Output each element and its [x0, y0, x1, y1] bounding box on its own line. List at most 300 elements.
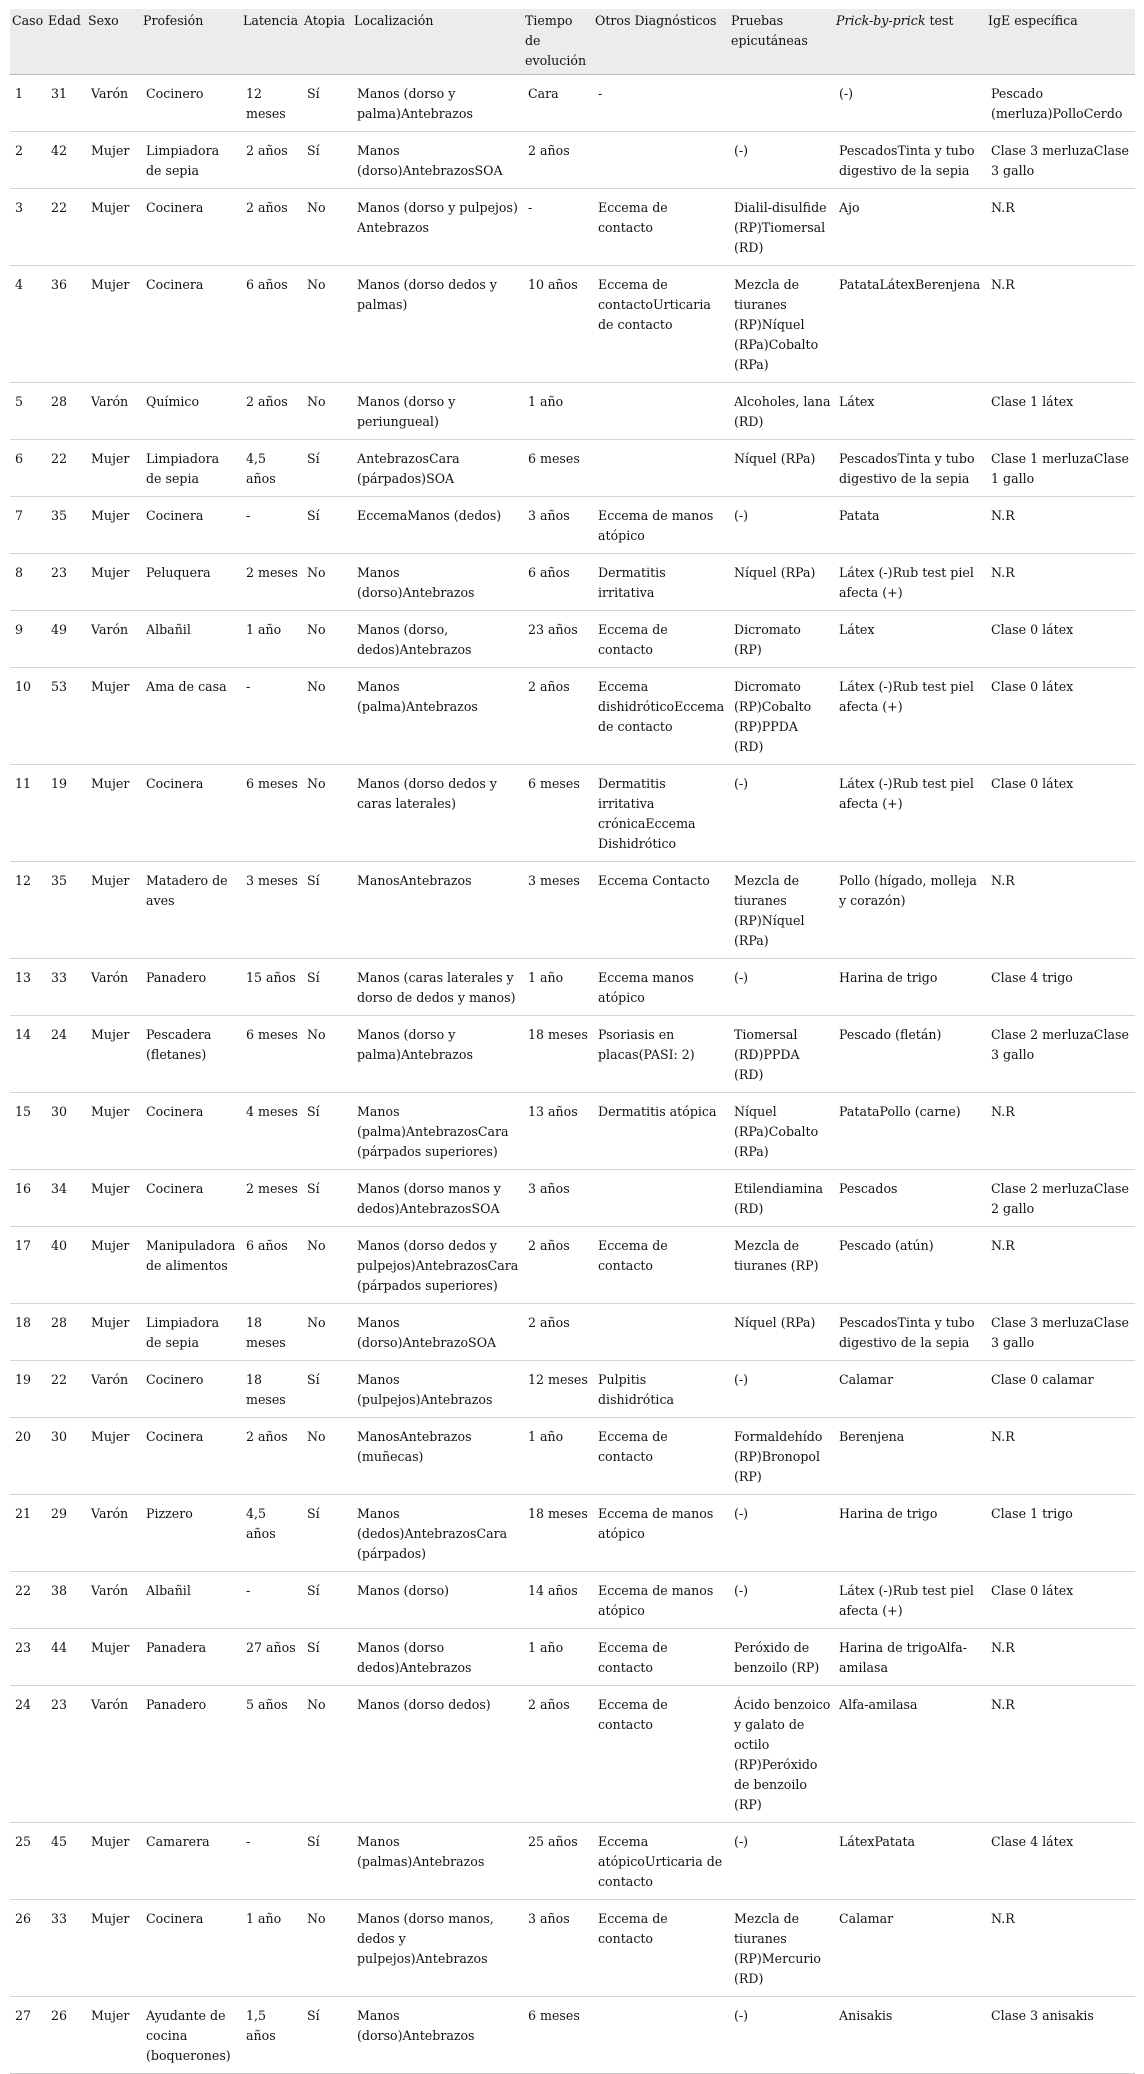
table-row	[10, 1572, 1135, 1629]
cell-pruebas: Níquel (RPa)	[729, 1304, 834, 1361]
cell-tiempo: 3 años	[523, 497, 593, 554]
cell-atopia: Sí	[302, 1093, 352, 1170]
cell-pruebas: Peróxido de benzoilo (RP)	[729, 1629, 834, 1686]
cell-profesion: Panadero	[141, 959, 241, 1016]
cell-localizacion: Manos (dorso y palma)Antebrazos	[352, 75, 523, 132]
cell-ige: N.R	[986, 1227, 1135, 1304]
cell-prick: Patata	[834, 497, 986, 554]
cell-otros	[593, 440, 729, 497]
cell-profesion: Matadero de aves	[141, 862, 241, 959]
cell-localizacion: Manos (dorso dedos y pulpejos)AntebrazosCara (párpados superiores)	[352, 1227, 523, 1304]
cell-edad: 22	[46, 1361, 86, 1418]
cell-otros: Eccema manos atópico	[593, 959, 729, 1016]
cell-latencia: -	[241, 1823, 302, 1900]
cell-caso: 8	[10, 554, 46, 611]
cell-tiempo: 6 años	[523, 554, 593, 611]
cell-pruebas: Tiomersal (RD)PPDA (RD)	[729, 1016, 834, 1093]
cell-profesion: Panadera	[141, 1629, 241, 1686]
cell-edad: 35	[46, 497, 86, 554]
cell-sexo: Varón	[86, 1686, 141, 1823]
cell-edad: 28	[46, 1304, 86, 1361]
cell-pruebas: Dicromato (RP)	[729, 611, 834, 668]
cell-ige: Clase 1 trigo	[986, 1495, 1135, 1572]
cell-tiempo: 1 año	[523, 1629, 593, 1686]
cell-latencia: -	[241, 497, 302, 554]
cell-caso: 20	[10, 1418, 46, 1495]
cell-pruebas: (-)	[729, 1572, 834, 1629]
cell-localizacion: Manos (palma)AntebrazosCara (párpados superiores)	[352, 1093, 523, 1170]
header-caso: Caso	[10, 9, 46, 75]
cell-ige: N.R	[986, 1093, 1135, 1170]
cell-latencia: 15 años	[241, 959, 302, 1016]
cell-tiempo: 1 año	[523, 1418, 593, 1495]
cell-edad: 30	[46, 1093, 86, 1170]
cell-edad: 26	[46, 1997, 86, 2074]
cell-profesion: Limpiadora de sepia	[141, 440, 241, 497]
cell-sexo: Mujer	[86, 862, 141, 959]
cell-atopia: Sí	[302, 1361, 352, 1418]
header-ige: IgE específica	[986, 9, 1135, 75]
header-atopia: Atopia	[302, 9, 352, 75]
cell-profesion: Panadero	[141, 1686, 241, 1823]
cell-tiempo: 23 años	[523, 611, 593, 668]
cell-pruebas: Mezcla de tiuranes (RP)Níquel (RPa)	[729, 862, 834, 959]
cell-latencia: 4 meses	[241, 1093, 302, 1170]
cell-prick: Pescados	[834, 1170, 986, 1227]
cell-ige: N.R	[986, 1686, 1135, 1823]
table-row	[10, 383, 1135, 440]
cell-ige: N.R	[986, 189, 1135, 266]
cell-atopia: Sí	[302, 862, 352, 959]
cell-otros: Eccema de contacto	[593, 1900, 729, 1997]
cell-caso: 12	[10, 862, 46, 959]
cell-atopia: No	[302, 189, 352, 266]
cell-prick: Látex	[834, 383, 986, 440]
cell-edad: 23	[46, 1686, 86, 1823]
cell-caso: 21	[10, 1495, 46, 1572]
cell-ige: Clase 3 merluzaClase 3 gallo	[986, 132, 1135, 189]
cell-otros: Eccema de contacto	[593, 1629, 729, 1686]
cell-atopia: Sí	[302, 497, 352, 554]
cell-profesion: Albañil	[141, 611, 241, 668]
cell-latencia: 6 años	[241, 1227, 302, 1304]
cell-sexo: Mujer	[86, 1900, 141, 1997]
cell-caso: 24	[10, 1686, 46, 1823]
cell-pruebas: Mezcla de tiuranes (RP)	[729, 1227, 834, 1304]
cell-otros	[593, 1997, 729, 2074]
cell-otros: Pulpitis dishidrótica	[593, 1361, 729, 1418]
cell-pruebas: Mezcla de tiuranes (RP)Mercurio (RD)	[729, 1900, 834, 1997]
cell-sexo: Varón	[86, 75, 141, 132]
table-row	[10, 1016, 1135, 1093]
cell-ige: N.R	[986, 862, 1135, 959]
cell-edad: 19	[46, 765, 86, 862]
cell-sexo: Varón	[86, 611, 141, 668]
cell-localizacion: Manos (dorso y palma)Antebrazos	[352, 1016, 523, 1093]
cell-prick: Látex (-)Rub test piel afecta (+)	[834, 554, 986, 611]
cell-tiempo: 1 año	[523, 959, 593, 1016]
cell-profesion: Cocinero	[141, 75, 241, 132]
cell-latencia: -	[241, 1572, 302, 1629]
cell-otros: Eccema atópicoUrticaria de contacto	[593, 1823, 729, 1900]
cell-prick: Pescado (fletán)	[834, 1016, 986, 1093]
cell-pruebas: (-)	[729, 497, 834, 554]
cell-tiempo: 12 meses	[523, 1361, 593, 1418]
cell-prick: PescadosTinta y tubo digestivo de la sepia	[834, 440, 986, 497]
cell-sexo: Mujer	[86, 1823, 141, 1900]
cell-otros	[593, 132, 729, 189]
cell-caso: 11	[10, 765, 46, 862]
cell-edad: 29	[46, 1495, 86, 1572]
cell-sexo: Mujer	[86, 1997, 141, 2074]
cell-prick: Berenjena	[834, 1418, 986, 1495]
cell-localizacion: Manos (dedos)AntebrazosCara (párpados)	[352, 1495, 523, 1572]
header-profesion: Profesión	[141, 9, 241, 75]
cell-latencia: 6 años	[241, 266, 302, 383]
cell-localizacion: Manos (dorso, dedos)Antebrazos	[352, 611, 523, 668]
cell-atopia: No	[302, 611, 352, 668]
cell-profesion: Ama de casa	[141, 668, 241, 765]
table-row	[10, 611, 1135, 668]
table-row	[10, 1997, 1135, 2074]
cell-sexo: Mujer	[86, 1418, 141, 1495]
cell-profesion: Limpiadora de sepia	[141, 1304, 241, 1361]
cell-prick: Harina de trigo	[834, 959, 986, 1016]
table-row	[10, 266, 1135, 383]
cell-prick: PescadosTinta y tubo digestivo de la sepia	[834, 1304, 986, 1361]
cell-edad: 49	[46, 611, 86, 668]
cell-edad: 30	[46, 1418, 86, 1495]
cell-profesion: Pescadera (fletanes)	[141, 1016, 241, 1093]
cell-sexo: Mujer	[86, 1629, 141, 1686]
cell-latencia: 2 años	[241, 383, 302, 440]
cell-localizacion: Manos (dorso)AntebrazoSOA	[352, 1304, 523, 1361]
cell-sexo: Varón	[86, 1572, 141, 1629]
cell-otros: Eccema de contacto	[593, 611, 729, 668]
cell-caso: 14	[10, 1016, 46, 1093]
cell-edad: 28	[46, 383, 86, 440]
cell-edad: 53	[46, 668, 86, 765]
cell-localizacion: Manos (dorso dedos)	[352, 1686, 523, 1823]
table-row	[10, 1227, 1135, 1304]
cell-tiempo: 6 meses	[523, 440, 593, 497]
cell-tiempo: 6 meses	[523, 1997, 593, 2074]
cell-edad: 22	[46, 440, 86, 497]
cell-ige: Clase 4 látex	[986, 1823, 1135, 1900]
cell-latencia: 2 años	[241, 189, 302, 266]
cell-ige: Clase 1 látex	[986, 383, 1135, 440]
cell-pruebas: (-)	[729, 1997, 834, 2074]
cell-latencia: 1 año	[241, 1900, 302, 1997]
cell-atopia: No	[302, 1418, 352, 1495]
cell-pruebas: Ácido benzoico y galato de octilo (RP)Peróxido de benzoilo (RP)	[729, 1686, 834, 1823]
cell-profesion: Cocinero	[141, 1361, 241, 1418]
cell-caso: 10	[10, 668, 46, 765]
cell-latencia: 5 años	[241, 1686, 302, 1823]
cell-atopia: Sí	[302, 75, 352, 132]
cell-sexo: Mujer	[86, 1170, 141, 1227]
cell-edad: 40	[46, 1227, 86, 1304]
cell-pruebas: Formaldehído (RP)Bronopol (RP)	[729, 1418, 834, 1495]
cell-sexo: Mujer	[86, 554, 141, 611]
cell-tiempo: 2 años	[523, 1304, 593, 1361]
cell-prick: Látex (-)Rub test piel afecta (+)	[834, 668, 986, 765]
table-row	[10, 554, 1135, 611]
cell-prick: Calamar	[834, 1361, 986, 1418]
cell-edad: 34	[46, 1170, 86, 1227]
cell-ige: Clase 2 merluzaClase 3 gallo	[986, 1016, 1135, 1093]
cell-otros: Eccema de manos atópico	[593, 1495, 729, 1572]
cell-atopia: Sí	[302, 1823, 352, 1900]
cell-latencia: 3 meses	[241, 862, 302, 959]
cell-edad: 35	[46, 862, 86, 959]
cell-otros	[593, 1304, 729, 1361]
cell-caso: 22	[10, 1572, 46, 1629]
cell-caso: 23	[10, 1629, 46, 1686]
cell-ige: N.R	[986, 1629, 1135, 1686]
cell-prick: Alfa-amilasa	[834, 1686, 986, 1823]
cell-pruebas: Dicromato (RP)Cobalto (RP)PPDA (RD)	[729, 668, 834, 765]
table-header	[10, 9, 1135, 75]
cell-tiempo: 2 años	[523, 668, 593, 765]
cell-latencia: 27 años	[241, 1629, 302, 1686]
cell-localizacion: Manos (dorso dedos)Antebrazos	[352, 1629, 523, 1686]
cell-otros: Psoriasis en placas(PASI: 2)	[593, 1016, 729, 1093]
cell-caso: 15	[10, 1093, 46, 1170]
cell-atopia: No	[302, 554, 352, 611]
cell-tiempo: 25 años	[523, 1823, 593, 1900]
table-body	[10, 75, 1135, 2074]
table-row	[10, 132, 1135, 189]
cell-ige: Clase 2 merluzaClase 2 gallo	[986, 1170, 1135, 1227]
cell-ige: Clase 0 látex	[986, 668, 1135, 765]
cell-otros: Dermatitis atópica	[593, 1093, 729, 1170]
cell-ige: Clase 3 merluzaClase 3 gallo	[986, 1304, 1135, 1361]
cell-otros: Eccema de manos atópico	[593, 1572, 729, 1629]
cell-profesion: Camarera	[141, 1823, 241, 1900]
cell-localizacion: Manos (caras laterales y dorso de dedos y manos)	[352, 959, 523, 1016]
cell-edad: 22	[46, 189, 86, 266]
cell-latencia: 1,5 años	[241, 1997, 302, 2074]
table-row	[10, 1629, 1135, 1686]
cell-atopia: Sí	[302, 1170, 352, 1227]
cell-atopia: No	[302, 266, 352, 383]
cell-profesion: Químico	[141, 383, 241, 440]
cell-pruebas: (-)	[729, 1823, 834, 1900]
cell-localizacion: Manos (dorso)	[352, 1572, 523, 1629]
cell-tiempo: 2 años	[523, 1686, 593, 1823]
cell-sexo: Mujer	[86, 668, 141, 765]
header-sexo: Sexo	[86, 9, 141, 75]
cell-tiempo: 18 meses	[523, 1016, 593, 1093]
cell-profesion: Cocinera	[141, 1170, 241, 1227]
cell-pruebas: (-)	[729, 132, 834, 189]
cell-tiempo: 13 años	[523, 1093, 593, 1170]
cell-atopia: Sí	[302, 440, 352, 497]
cell-otros: Eccema de contacto	[593, 1686, 729, 1823]
cell-tiempo: 6 meses	[523, 765, 593, 862]
cell-pruebas: Níquel (RPa)	[729, 554, 834, 611]
table-row	[10, 189, 1135, 266]
cell-sexo: Mujer	[86, 132, 141, 189]
table-row	[10, 1495, 1135, 1572]
cell-otros: Dermatitis irritativa	[593, 554, 729, 611]
cell-localizacion: Manos (dorso dedos y caras laterales)	[352, 765, 523, 862]
cell-profesion: Cocinera	[141, 765, 241, 862]
cell-caso: 3	[10, 189, 46, 266]
cell-atopia: No	[302, 383, 352, 440]
table-row	[10, 668, 1135, 765]
cell-atopia: Sí	[302, 1495, 352, 1572]
header-prick-italic: Prick-by-prick	[836, 13, 926, 28]
cell-localizacion: ManosAntebrazos (muñecas)	[352, 1418, 523, 1495]
table-row	[10, 765, 1135, 862]
cell-latencia: 6 meses	[241, 1016, 302, 1093]
cell-edad: 33	[46, 959, 86, 1016]
cell-prick: Látex (-)Rub test piel afecta (+)	[834, 1572, 986, 1629]
cell-otros: Eccema de contacto	[593, 189, 729, 266]
cell-edad: 42	[46, 132, 86, 189]
cell-caso: 1	[10, 75, 46, 132]
cell-localizacion: ManosAntebrazos	[352, 862, 523, 959]
cell-ige: Clase 0 látex	[986, 611, 1135, 668]
header-otros: Otros Diagnósticos	[593, 9, 729, 75]
cell-atopia: No	[302, 1900, 352, 1997]
cell-sexo: Mujer	[86, 1093, 141, 1170]
cell-otros: Eccema de contacto	[593, 1418, 729, 1495]
cell-prick: Pollo (hígado, molleja y corazón)	[834, 862, 986, 959]
header-pruebas: Pruebas epicutáneas	[729, 9, 834, 75]
cell-ige: N.R	[986, 554, 1135, 611]
cell-sexo: Mujer	[86, 1304, 141, 1361]
cell-pruebas: Alcoholes, lana (RD)	[729, 383, 834, 440]
cell-caso: 16	[10, 1170, 46, 1227]
cell-profesion: Albañil	[141, 1572, 241, 1629]
cell-otros	[593, 1170, 729, 1227]
cell-tiempo: Cara	[523, 75, 593, 132]
cell-ige: Clase 3 anisakis	[986, 1997, 1135, 2074]
cell-caso: 2	[10, 132, 46, 189]
header-tiempo: Tiempo de evolución	[523, 9, 593, 75]
table-row	[10, 1900, 1135, 1997]
table-row	[10, 497, 1135, 554]
cell-tiempo: -	[523, 189, 593, 266]
cases-table	[10, 9, 1135, 2074]
cell-prick: Látex	[834, 611, 986, 668]
cell-ige: Clase 0 látex	[986, 1572, 1135, 1629]
cell-sexo: Varón	[86, 959, 141, 1016]
cell-atopia: No	[302, 1016, 352, 1093]
cell-sexo: Mujer	[86, 497, 141, 554]
cell-tiempo: 3 años	[523, 1170, 593, 1227]
cell-localizacion: Manos (dorso y pulpejos) Antebrazos	[352, 189, 523, 266]
cell-atopia: Sí	[302, 132, 352, 189]
cell-sexo: Varón	[86, 383, 141, 440]
cell-ige: N.R	[986, 497, 1135, 554]
cell-pruebas: Mezcla de tiuranes (RP)Níquel (RPa)Cobalto (RPa)	[729, 266, 834, 383]
cell-prick: Calamar	[834, 1900, 986, 1997]
table-row	[10, 959, 1135, 1016]
cell-otros: Dermatitis irritativa crónicaEccema Dishidrótico	[593, 765, 729, 862]
cell-prick: Pescado (atún)	[834, 1227, 986, 1304]
cell-pruebas: Níquel (RPa)Cobalto (RPa)	[729, 1093, 834, 1170]
header-latencia: Latencia	[241, 9, 302, 75]
table-row	[10, 862, 1135, 959]
cell-ige: N.R	[986, 266, 1135, 383]
cell-tiempo: 2 años	[523, 1227, 593, 1304]
header-edad: Edad	[46, 9, 86, 75]
cell-ige: Clase 0 látex	[986, 765, 1135, 862]
cell-atopia: Sí	[302, 959, 352, 1016]
cell-prick: PatataLátexBerenjena	[834, 266, 986, 383]
cell-caso: 26	[10, 1900, 46, 1997]
cell-localizacion: Manos (dorso manos, dedos y pulpejos)Antebrazos	[352, 1900, 523, 1997]
table-row	[10, 1686, 1135, 1823]
table-row	[10, 75, 1135, 132]
cell-caso: 9	[10, 611, 46, 668]
cell-localizacion: Manos (dorso)Antebrazos	[352, 1997, 523, 2074]
cell-pruebas: (-)	[729, 959, 834, 1016]
cell-ige: N.R	[986, 1900, 1135, 1997]
cell-localizacion: Manos (dorso)AntebrazosSOA	[352, 132, 523, 189]
table-row	[10, 1304, 1135, 1361]
cell-otros: Eccema Contacto	[593, 862, 729, 959]
cell-ige: Clase 4 trigo	[986, 959, 1135, 1016]
cell-localizacion: Manos (pulpejos)Antebrazos	[352, 1361, 523, 1418]
cell-prick: PescadosTinta y tubo digestivo de la sepia	[834, 132, 986, 189]
cell-profesion: Peluquera	[141, 554, 241, 611]
table-row	[10, 440, 1135, 497]
cell-caso: 13	[10, 959, 46, 1016]
cell-sexo: Mujer	[86, 440, 141, 497]
cell-atopia: No	[302, 1227, 352, 1304]
cell-profesion: Manipuladora de alimentos	[141, 1227, 241, 1304]
table-row	[10, 1170, 1135, 1227]
cell-edad: 24	[46, 1016, 86, 1093]
cell-edad: 33	[46, 1900, 86, 1997]
cell-ige: Clase 1 merluzaClase 1 gallo	[986, 440, 1135, 497]
cell-latencia: 2 meses	[241, 554, 302, 611]
cell-tiempo: 3 meses	[523, 862, 593, 959]
cell-otros: Eccema de contactoUrticaria de contacto	[593, 266, 729, 383]
cell-prick: Anisakis	[834, 1997, 986, 2074]
table-row	[10, 1418, 1135, 1495]
cell-caso: 17	[10, 1227, 46, 1304]
cell-localizacion: Manos (palmas)Antebrazos	[352, 1823, 523, 1900]
cell-profesion: Pizzero	[141, 1495, 241, 1572]
cell-sexo: Mujer	[86, 189, 141, 266]
cell-prick: Ajo	[834, 189, 986, 266]
cell-edad: 38	[46, 1572, 86, 1629]
cell-ige: Clase 0 calamar	[986, 1361, 1135, 1418]
table-row	[10, 1093, 1135, 1170]
cell-prick: PatataPollo (carne)	[834, 1093, 986, 1170]
cell-prick: (-)	[834, 75, 986, 132]
cell-latencia: 2 meses	[241, 1170, 302, 1227]
table-row	[10, 1823, 1135, 1900]
cell-latencia: 1 año	[241, 611, 302, 668]
cell-profesion: Cocinera	[141, 1093, 241, 1170]
header-prick-rest: test	[925, 13, 954, 28]
cell-atopia: No	[302, 1686, 352, 1823]
cell-edad: 36	[46, 266, 86, 383]
cell-caso: 18	[10, 1304, 46, 1361]
cell-edad: 31	[46, 75, 86, 132]
cell-pruebas	[729, 75, 834, 132]
cell-prick: Harina de trigo	[834, 1495, 986, 1572]
cell-prick: Látex (-)Rub test piel afecta (+)	[834, 765, 986, 862]
cell-pruebas: (-)	[729, 1361, 834, 1418]
